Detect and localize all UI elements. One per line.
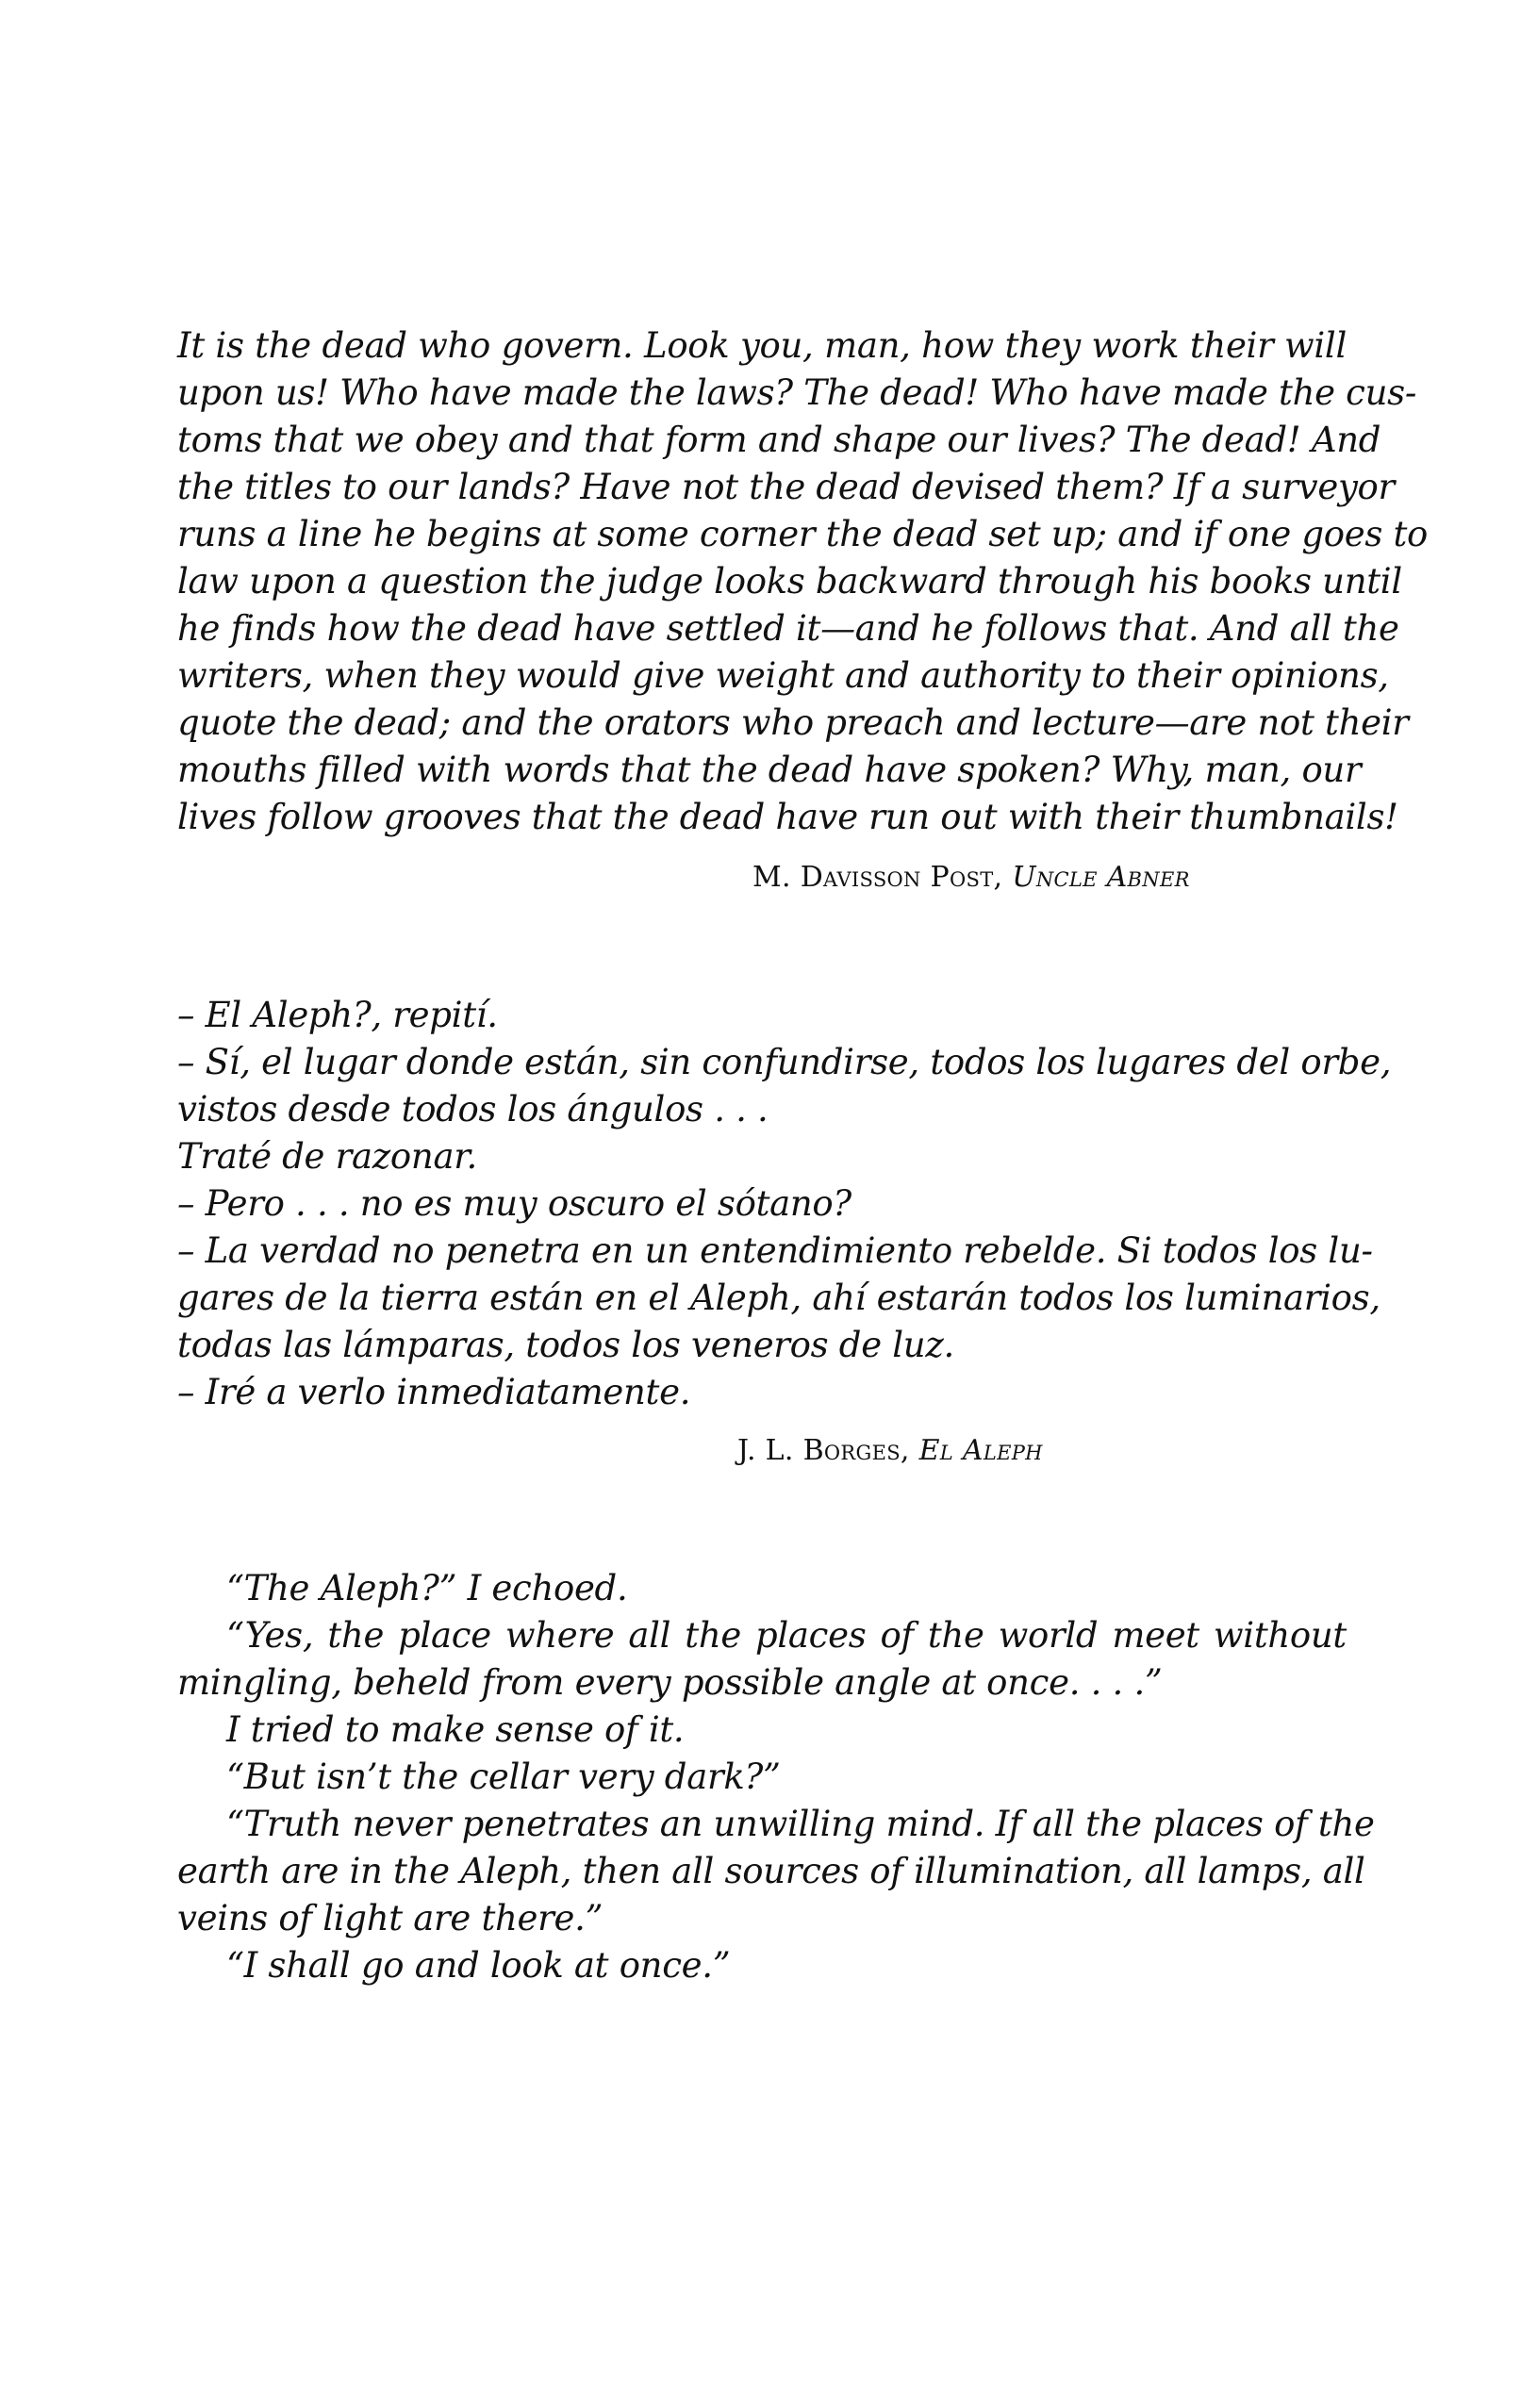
epigraph-line: he finds how the dead have settled it—and he follows that. And all the — [177, 608, 1399, 649]
epigraph-line: vistos desde todos los ángulos . . . — [177, 1089, 769, 1130]
epigraph-line: It is the dead who govern. Look you, man, how they work their will — [177, 325, 1347, 366]
epigraph-line: – Pero . . . no es muy oscuro el sótano? — [177, 1183, 851, 1224]
epigraph-line: runs a line he begins at some corner the dead set up; and if one goes to — [177, 514, 1429, 554]
epigraph-line: – La verdad no penetra en un entendimiento rebelde. Si todos los lu- — [177, 1230, 1373, 1271]
epigraph-line: todas las lámparas, todos los veneros de luz. — [177, 1325, 954, 1365]
epigraph-line: law upon a question the judge looks backward through his books until — [177, 561, 1402, 602]
epigraph-line: earth are in the Aleph, then all sources of illumination, all lamps, all — [177, 1851, 1365, 1891]
epigraph-line: lives follow grooves that the dead have run out with their thumbnails! — [177, 797, 1398, 837]
epigraph-line: “Yes, the place where all the places of the world meet without — [226, 1615, 1347, 1656]
attribution-author: M. Davisson Post, — [752, 861, 1003, 894]
attribution-work: El Aleph — [918, 1434, 1043, 1467]
attribution-post — [752, 859, 1190, 897]
attribution-author: J. L. Borges, — [737, 1434, 910, 1467]
attribution-work: Uncle Abner — [1012, 861, 1190, 894]
epigraph-line: gares de la tierra están en el Aleph, ahí estarán todos los luminarios, — [177, 1278, 1380, 1318]
epigraph-line: “Truth never penetrates an unwilling mind. If all the places of the — [226, 1804, 1375, 1844]
epigraph-line: Traté de razonar. — [177, 1136, 477, 1177]
epigraph-line: “I shall go and look at once.” — [226, 1945, 731, 1986]
epigraph-line: the titles to our lands? Have not the dead devised them? If a surveyor — [177, 467, 1395, 507]
epigraph-line: writers, when they would give weight and authority to their opinions, — [177, 655, 1389, 696]
epigraph-line: upon us! Who have made the laws? The dead! Who have made the cus- — [177, 372, 1417, 413]
epigraph-line: – Sí, el lugar donde están, sin confundirse, todos los lugares del orbe, — [177, 1042, 1392, 1082]
attribution-borges — [737, 1432, 1043, 1470]
epigraph-line: “But isn’t the cellar very dark?” — [226, 1757, 781, 1797]
epigraph-line: – El Aleph?, repití. — [177, 995, 498, 1035]
epigraph-line: “The Aleph?” I echoed. — [226, 1568, 628, 1608]
epigraph-line: I tried to make sense of it. — [226, 1709, 685, 1750]
epigraph-line: – Iré a verlo inmediatamente. — [177, 1372, 691, 1412]
epigraph-line: quote the dead; and the orators who preach and lecture—are not their — [177, 702, 1409, 743]
epigraph-line: mouths filled with words that the dead have spoken? Why, man, our — [177, 750, 1362, 790]
epigraph-line: mingling, beheld from every possible angle at once. . . .” — [177, 1662, 1163, 1703]
epigraph-line: toms that we obey and that form and shape our lives? The dead! And — [177, 420, 1381, 460]
epigraph-line: veins of light are there.” — [177, 1898, 603, 1938]
